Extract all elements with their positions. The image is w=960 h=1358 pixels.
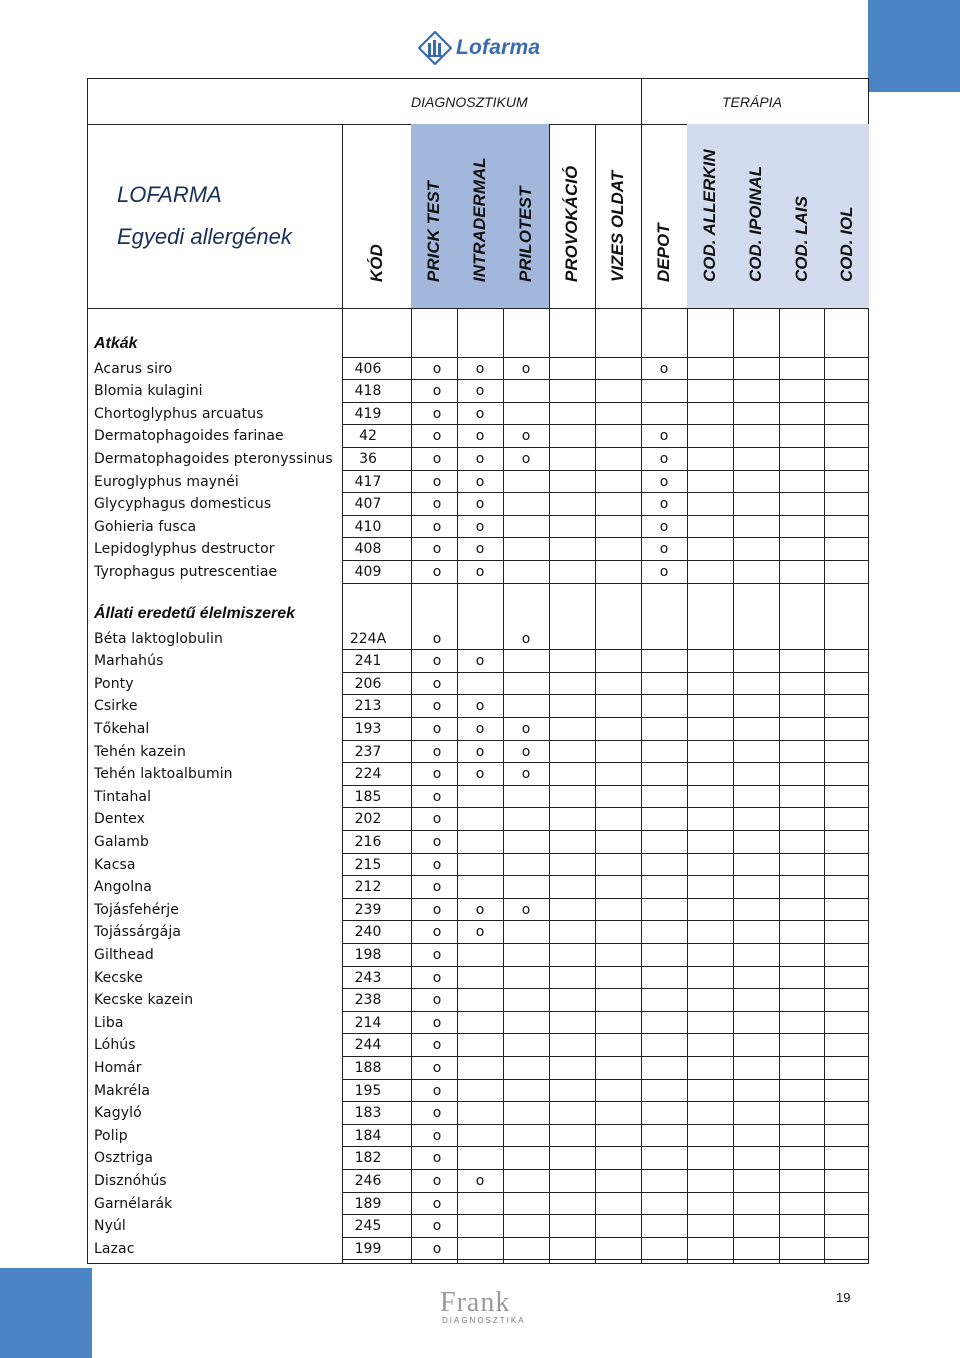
availability-mark: o — [432, 721, 442, 738]
table-row — [94, 1215, 864, 1237]
column-header-provokacio — [549, 124, 595, 308]
allergen-code: 216 — [354, 834, 382, 851]
column-header-label: INTRADERMAL — [470, 157, 489, 282]
allergen-code: 215 — [354, 856, 382, 873]
section-title: Atkák — [94, 335, 138, 352]
allergen-code: 214 — [354, 1014, 382, 1031]
table-row — [94, 538, 864, 560]
allergen-code: 406 — [354, 360, 382, 377]
table-row — [94, 673, 864, 695]
page-subtitle: Egyedi allergének — [117, 224, 292, 249]
availability-mark: o — [432, 428, 442, 445]
page-title: LOFARMA — [117, 182, 222, 207]
allergen-name: Dentex — [94, 811, 146, 828]
table-row — [94, 899, 864, 921]
availability-mark: o — [432, 1218, 442, 1235]
frank-logo-subtitle: DIAGNOSZTIKA — [442, 1316, 526, 1325]
allergen-code: 244 — [354, 1037, 382, 1054]
table-row — [94, 425, 864, 447]
allergen-name: Kecske — [94, 969, 143, 986]
availability-mark: o — [659, 428, 669, 445]
table-row — [94, 763, 864, 785]
availability-mark: o — [432, 473, 442, 490]
allergen-code: 238 — [354, 992, 382, 1009]
column-header-label: VIZES OLDAT — [608, 170, 627, 282]
column-header-label: PRILOTEST — [516, 186, 535, 282]
column-header-label: COD. IPOINAL — [746, 165, 765, 282]
availability-mark: o — [432, 405, 442, 422]
allergen-name: Marhahús — [94, 653, 164, 670]
page-number: 19 — [836, 1290, 851, 1305]
allergen-name: Osztriga — [94, 1150, 154, 1167]
allergen-code: 245 — [354, 1218, 382, 1235]
table-row — [94, 695, 864, 717]
availability-mark: o — [432, 1060, 442, 1077]
availability-mark: o — [432, 698, 442, 715]
availability-mark: o — [432, 1127, 442, 1144]
allergen-name: Csirke — [94, 698, 138, 715]
availability-mark: o — [432, 924, 442, 941]
table-row — [94, 944, 864, 966]
allergen-code: 408 — [354, 541, 382, 558]
column-header-code — [342, 124, 411, 308]
allergen-code: 224 — [354, 766, 382, 783]
allergen-code: 417 — [354, 473, 382, 490]
column-header-depot — [641, 124, 687, 308]
allergen-code: 239 — [354, 901, 382, 918]
availability-mark: o — [432, 992, 442, 1009]
logo-text: Lofarma — [456, 36, 541, 59]
availability-mark: o — [475, 496, 485, 513]
availability-mark: o — [432, 1105, 442, 1122]
column-header-allerkin — [687, 124, 733, 308]
allergen-code: 237 — [354, 743, 382, 760]
allergen-name: Tehén kazein — [94, 743, 186, 760]
table-row — [94, 967, 864, 989]
availability-mark: o — [475, 901, 485, 918]
table-row — [94, 1102, 864, 1124]
table-row — [94, 1080, 864, 1102]
availability-mark: o — [432, 675, 442, 692]
table-row — [94, 921, 864, 943]
allergen-code: 188 — [354, 1060, 382, 1077]
allergen-code: 183 — [354, 1105, 382, 1122]
availability-mark: o — [521, 901, 531, 918]
availability-mark: o — [475, 653, 485, 670]
allergen-name: Kacsa — [94, 856, 136, 873]
column-header-lais — [779, 124, 824, 308]
availability-mark: o — [659, 564, 669, 580]
availability-mark: o — [432, 383, 442, 400]
allergen-code: 419 — [354, 405, 382, 422]
table-row — [94, 786, 864, 808]
availability-mark: o — [432, 496, 442, 513]
allergen-name: Homár — [94, 1060, 142, 1077]
availability-mark: o — [521, 630, 531, 647]
table-row — [94, 561, 864, 583]
table-row — [94, 403, 864, 425]
availability-mark: o — [475, 451, 485, 467]
allergen-name: Angolna — [94, 879, 152, 896]
allergen-code: 409 — [354, 564, 382, 580]
allergen-name: Euroglyphus maynéi — [94, 473, 239, 490]
allergen-code: 246 — [354, 1173, 382, 1190]
allergen-code: 184 — [354, 1127, 382, 1144]
column-header-prick — [411, 124, 457, 308]
allergen-code: 243 — [354, 969, 382, 986]
allergen-code: 241 — [354, 653, 382, 670]
availability-mark: o — [521, 721, 531, 738]
allergen-name: Blomia kulagini — [94, 383, 203, 400]
availability-mark: o — [432, 788, 442, 805]
table-row — [94, 1012, 864, 1034]
allergen-name: Disznóhús — [94, 1173, 167, 1190]
availability-mark: o — [432, 360, 442, 377]
availability-mark: o — [475, 518, 485, 535]
section-title: Állati eredetű élelmiszerek — [94, 605, 295, 623]
allergen-code: 189 — [354, 1195, 382, 1212]
allergen-name: Lóhús — [94, 1037, 136, 1054]
availability-mark: o — [659, 451, 669, 467]
table-row — [94, 358, 864, 380]
availability-mark: o — [521, 451, 531, 467]
allergen-code: 42 — [359, 428, 377, 445]
allergen-name: Tintahal — [94, 788, 152, 805]
column-header-label: COD. IOL — [836, 206, 856, 282]
column-header-label: KÓD — [366, 244, 386, 282]
availability-mark: o — [475, 698, 485, 715]
availability-mark: o — [432, 1037, 442, 1054]
table-row — [94, 1170, 864, 1192]
table-row — [94, 1147, 864, 1169]
allergen-name: Polip — [94, 1127, 128, 1144]
availability-mark: o — [521, 766, 531, 783]
availability-mark: o — [432, 1240, 442, 1257]
column-header-prilotest — [503, 124, 549, 308]
table-row — [94, 718, 864, 740]
column-header-intradermal — [457, 124, 503, 308]
group-label-therapy: TERÁPIA — [722, 94, 782, 110]
availability-mark: o — [432, 743, 442, 760]
availability-mark: o — [432, 879, 442, 896]
allergen-name: Tojássárgája — [94, 924, 182, 941]
allergen-code: 418 — [354, 383, 382, 400]
availability-mark: o — [432, 901, 442, 918]
table-row — [94, 1238, 864, 1260]
allergen-code: 195 — [354, 1082, 382, 1099]
column-header-label: DEPOT — [654, 223, 673, 282]
availability-mark: o — [432, 811, 442, 828]
availability-mark: o — [521, 360, 531, 377]
lofarma-logo — [418, 30, 540, 66]
table-row — [94, 380, 864, 402]
table-row — [94, 876, 864, 898]
allergen-name: Nyúl — [94, 1218, 126, 1235]
availability-mark: o — [659, 541, 669, 558]
allergen-name: Acarus siro — [94, 360, 173, 377]
table-row — [94, 1034, 864, 1056]
allergen-code: 213 — [354, 698, 382, 715]
column-header-label: PRICK TEST — [424, 180, 443, 282]
table-row — [94, 1193, 864, 1215]
availability-mark: o — [432, 856, 442, 873]
allergen-name: Tojásfehérje — [94, 901, 179, 918]
column-header-ipoinal — [733, 124, 779, 308]
allergen-name: Lepidoglyphus destructor — [94, 541, 275, 558]
allergen-name: Lazac — [94, 1240, 135, 1257]
allergen-name: Ponty — [94, 675, 134, 692]
availability-mark: o — [475, 541, 485, 558]
availability-mark: o — [432, 947, 442, 964]
availability-mark: o — [475, 721, 485, 738]
allergen-code: 224A — [349, 630, 387, 647]
allergen-name: Kagyló — [94, 1105, 142, 1122]
availability-mark: o — [432, 630, 442, 647]
allergen-code: 240 — [354, 924, 382, 941]
availability-mark: o — [432, 834, 442, 851]
availability-mark: o — [432, 564, 442, 580]
allergen-code: 36 — [359, 451, 377, 467]
column-header-label: COD. LAIS — [791, 196, 811, 282]
availability-mark: o — [432, 1150, 442, 1167]
lofarma-emblem-icon — [418, 31, 452, 65]
allergen-code: 202 — [354, 811, 382, 828]
corner-accent-bottom-left — [0, 1268, 92, 1358]
allergen-code: 198 — [354, 947, 382, 964]
availability-mark: o — [475, 564, 485, 580]
table-row — [94, 448, 864, 470]
allergen-name: Galamb — [94, 834, 150, 851]
allergen-name: Chortoglyphus arcuatus — [94, 405, 264, 422]
corner-accent-top-right — [868, 0, 960, 92]
table-row — [94, 831, 864, 853]
availability-mark: o — [521, 428, 531, 445]
grid-line — [641, 78, 642, 124]
allergen-code: 199 — [354, 1240, 382, 1257]
availability-mark: o — [432, 518, 442, 535]
frank-diagnosztika-logo — [440, 1287, 526, 1325]
allergen-code: 212 — [354, 879, 382, 896]
table-row — [94, 854, 864, 876]
allergen-name: Liba — [94, 1014, 124, 1031]
availability-mark: o — [432, 1082, 442, 1099]
table-row — [94, 1125, 864, 1147]
allergen-code: 407 — [354, 496, 382, 513]
availability-mark: o — [432, 451, 442, 467]
table-row — [94, 650, 864, 672]
column-header-label: COD. ALLERKIN — [700, 149, 719, 282]
allergen-name: Béta laktoglobulin — [94, 630, 223, 647]
allergen-code: 182 — [354, 1150, 382, 1167]
availability-mark: o — [432, 969, 442, 986]
column-header-vizes — [595, 124, 641, 308]
allergen-name: Kecske kazein — [94, 992, 194, 1009]
availability-mark: o — [521, 743, 531, 760]
table-row — [94, 1057, 864, 1079]
allergen-name: Garnélarák — [94, 1195, 173, 1212]
allergen-code: 206 — [354, 675, 382, 692]
allergen-code: 193 — [354, 721, 382, 738]
allergen-code: 185 — [354, 788, 382, 805]
availability-mark: o — [475, 1173, 485, 1190]
availability-mark: o — [432, 653, 442, 670]
availability-mark: o — [475, 924, 485, 941]
allergen-name: Dermatophagoides pteronyssinus — [94, 451, 333, 467]
table-row — [94, 808, 864, 830]
availability-mark: o — [659, 518, 669, 535]
allergen-name: Dermatophagoides farinae — [94, 428, 284, 445]
table-row — [94, 989, 864, 1011]
table-row — [94, 493, 864, 515]
availability-mark: o — [432, 541, 442, 558]
allergen-name: Gohieria fusca — [94, 518, 197, 535]
allergen-name: Tyrophagus putrescentiae — [94, 564, 278, 580]
availability-mark: o — [432, 1014, 442, 1031]
grid-line — [87, 308, 869, 309]
allergen-name: Tőkehal — [94, 721, 150, 738]
column-header-iol — [824, 124, 869, 308]
availability-mark: o — [475, 473, 485, 490]
availability-mark: o — [659, 473, 669, 490]
availability-mark: o — [475, 360, 485, 377]
availability-mark: o — [475, 383, 485, 400]
table-row — [94, 516, 864, 538]
allergen-name: Tehén laktoalbumin — [94, 766, 233, 783]
availability-mark: o — [432, 766, 442, 783]
allergen-name: Gilthead — [94, 947, 154, 964]
availability-mark: o — [475, 428, 485, 445]
availability-mark: o — [432, 1173, 442, 1190]
table-row — [94, 471, 864, 493]
column-header-label: PROVOKÁCIÓ — [562, 165, 581, 282]
frank-logo-word: Frank — [440, 1287, 511, 1318]
allergen-name: Makréla — [94, 1082, 150, 1099]
availability-mark: o — [475, 743, 485, 760]
group-label-diagnostics: DIAGNOSZTIKUM — [411, 94, 528, 110]
availability-mark: o — [475, 766, 485, 783]
table-row — [94, 741, 864, 763]
allergen-name: Glycyphagus domesticus — [94, 496, 272, 513]
table-row — [94, 628, 864, 650]
availability-mark: o — [432, 1195, 442, 1212]
allergen-code: 410 — [354, 518, 382, 535]
availability-mark: o — [659, 496, 669, 513]
availability-mark: o — [659, 360, 669, 377]
availability-mark: o — [475, 405, 485, 422]
